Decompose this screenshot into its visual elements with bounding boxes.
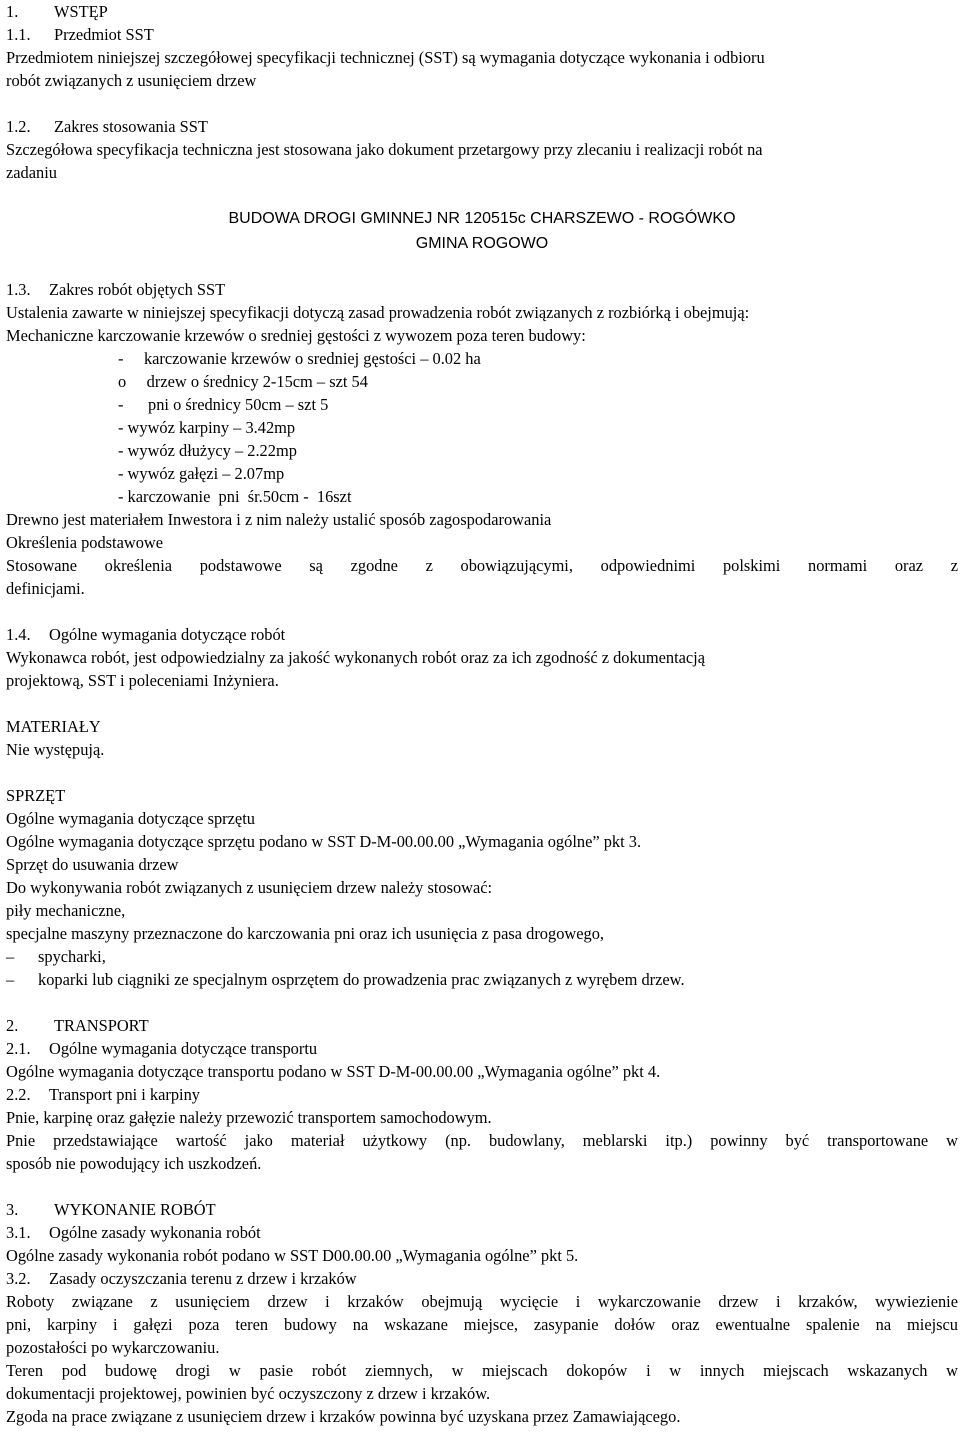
paragraph-line: Pnie, karpinę oraz gałęzie należy przewozić transportem samochodowym. [6,1108,492,1127]
paragraph-line: Ogólne wymagania dotyczące transportu podano w SST D-M-00.00.00 „Wymagania ogólne” pkt 4. [6,1062,661,1081]
scope-item: - wywóz gałęzi – 2.07mp [118,464,285,483]
section-number: 1.4. [6,625,31,644]
paragraph-line: Drewno jest materiałem Inwestora i z nim należy ustalić sposób zagospodarowania [6,510,552,529]
section-title: WYKONANIE ROBÓT [54,1200,216,1219]
project-title: BUDOWA DROGI GMINNEJ NR 120515c CHARSZEWO - ROGÓWKO [228,210,736,227]
paragraph-line: Przedmiotem niniejszej szczegółowej specyfikacji technicznej (SST) są wymagania dotyczące wykonania i odbioru [6,48,765,67]
section-3-1-heading [6,1221,261,1244]
section-number: 3. [6,1200,19,1219]
paragraph-line-justified: Teren pod budowę drogi w pasie robót ziemnych, w miejscach dokopów i w innych miejscach wskazanych w [6,1361,958,1380]
equipment-list-item [6,945,106,968]
section-title: Zasady oczyszczania terenu z drzew i krzaków [49,1269,357,1288]
paragraph-line-justified: Pnie przedstawiające wartość jako materiał użytkowy (np. budowlany, meblarski itp.) powinny być transportowane w [6,1131,958,1150]
paragraph-line: Ogólne wymagania dotyczące sprzętu podano w SST D-M-00.00.00 „Wymagania ogólne” pkt 3. [6,832,642,851]
scope-item: - karczowanie pni śr.50cm - 16szt [118,487,352,506]
section-title: TRANSPORT [54,1016,149,1035]
paragraph-line: Mechaniczne karczowanie krzewów o sredniej gęstości z wywozem poza teren budowy: [6,326,586,345]
section-2-2-heading [6,1083,200,1106]
equipment-list-item [6,968,685,991]
paragraph-line: specjalne maszyny przeznaczone do karczowania pni oraz ich usunięcia z pasa drogowego, [6,924,604,943]
section-title: Zakres robót objętych SST [49,280,226,299]
paragraph-line: Szczegółowa specyfikacja techniczna jest stosowana jako dokument przetargowy przy zlecaniu i realizacji robót na [6,140,763,159]
paragraph-line: Zgoda na prace związane z usunięciem drzew i krzaków powinna być uzyskana przez Zamawiającego. [6,1407,681,1426]
materials-heading: MATERIAŁY [6,717,101,736]
section-3-2-heading [6,1267,357,1290]
dash-bullet: – [6,970,15,989]
section-number: 2.2. [6,1085,31,1104]
section-title: WSTĘP [54,2,108,21]
dash-bullet: – [6,947,15,966]
scope-item: - wywóz karpiny – 3.42mp [118,418,296,437]
section-3-heading [6,1198,216,1221]
paragraph-line-justified: Stosowane określenia podstawowe są zgodne z obowiązującymi, odpowiednimi polskimi normami oraz z [6,556,958,575]
section-title: Ogólne wymagania dotyczące robót [49,625,286,644]
section-number: 3.1. [6,1223,31,1242]
paragraph-line: projektową, SST i poleceniami Inżyniera. [6,671,279,690]
section-number: 2.1. [6,1039,31,1058]
section-title: Transport pni i karpiny [49,1085,201,1104]
scope-item: - wywóz dłużycy – 2.22mp [118,441,297,460]
paragraph-line: Do wykonywania robót związanych z usunięciem drzew należy stosować: [6,878,493,897]
paragraph-line: Ogólne zasady wykonania robót podano w SST D00.00.00 „Wymagania ogólne” pkt 5. [6,1246,579,1265]
paragraph-line: dokumentacji projektowej, powinien być oczyszczony z drzew i krzaków. [6,1384,491,1403]
scope-item: o drzew o średnicy 2-15cm – szt 54 [118,372,368,391]
section-title: Ogólne zasady wykonania robót [49,1223,261,1242]
paragraph-line-justified: pni, karpiny i gałęzi poza teren budowy na wskazane miejsce, zasypanie dołów oraz ewentualne spalenie na miejscu [6,1315,958,1334]
section-1-4-heading [6,623,285,646]
paragraph-line: pozostałości po wykarczowaniu. [6,1338,220,1357]
section-1-3-heading [6,278,225,301]
section-1-2-heading [6,115,208,138]
section-2-1-heading [6,1037,317,1060]
section-number: 1. [6,2,19,21]
section-title: Zakres stosowania SST [54,117,208,136]
section-number: 3.2. [6,1269,31,1288]
project-municipality: GMINA ROGOWO [415,235,549,252]
paragraph-line-justified: Roboty związane z usunięciem drzew i krzaków obejmują wycięcie i wykarczowanie drzew i krzaków, wywiezienie [6,1292,958,1311]
equipment-heading: SPRZĘT [6,786,66,805]
section-title: Przedmiot SST [54,25,154,44]
paragraph-line: Wykonawca robót, jest odpowiedzialny za jakość wykonanych robót oraz za ich zgodność z dokumentacją [6,648,706,667]
paragraph-line: robót związanych z usunięciem drzew [6,71,257,90]
section-1-heading [6,0,108,23]
section-number: 2. [6,1016,19,1035]
subheading: Sprzęt do usuwania drzew [6,855,179,874]
list-item-text: spycharki, [38,947,106,966]
section-2-heading [6,1014,149,1037]
subheading: Ogólne wymagania dotyczące sprzętu [6,809,255,828]
list-item-text: koparki lub ciągniki ze specjalnym osprzętem do prowadzenia prac związanych z wyrębem drzew. [38,970,685,989]
paragraph-line: zadaniu [6,163,57,182]
paragraph-line: Ustalenia zawarte w niniejszej specyfikacji dotyczą zasad prowadzenia robót związanych z rozbiórką i obejmują: [6,303,750,322]
section-number: 1.3. [6,280,31,299]
section-1-1-heading [6,23,154,46]
paragraph-line: piły mechaniczne, [6,901,126,920]
scope-item: - pni o średnicy 50cm – szt 5 [118,395,329,414]
subheading: Określenia podstawowe [6,533,164,552]
scope-item: - karczowanie krzewów o sredniej gęstości – 0.02 ha [118,349,481,368]
paragraph-line: Nie występują. [6,740,105,759]
section-title: Ogólne wymagania dotyczące transportu [49,1039,318,1058]
paragraph-line: definicjami. [6,579,85,598]
paragraph-line: sposób nie powodujący ich uszkodzeń. [6,1154,262,1173]
section-number: 1.2. [6,117,31,136]
section-number: 1.1. [6,25,31,44]
